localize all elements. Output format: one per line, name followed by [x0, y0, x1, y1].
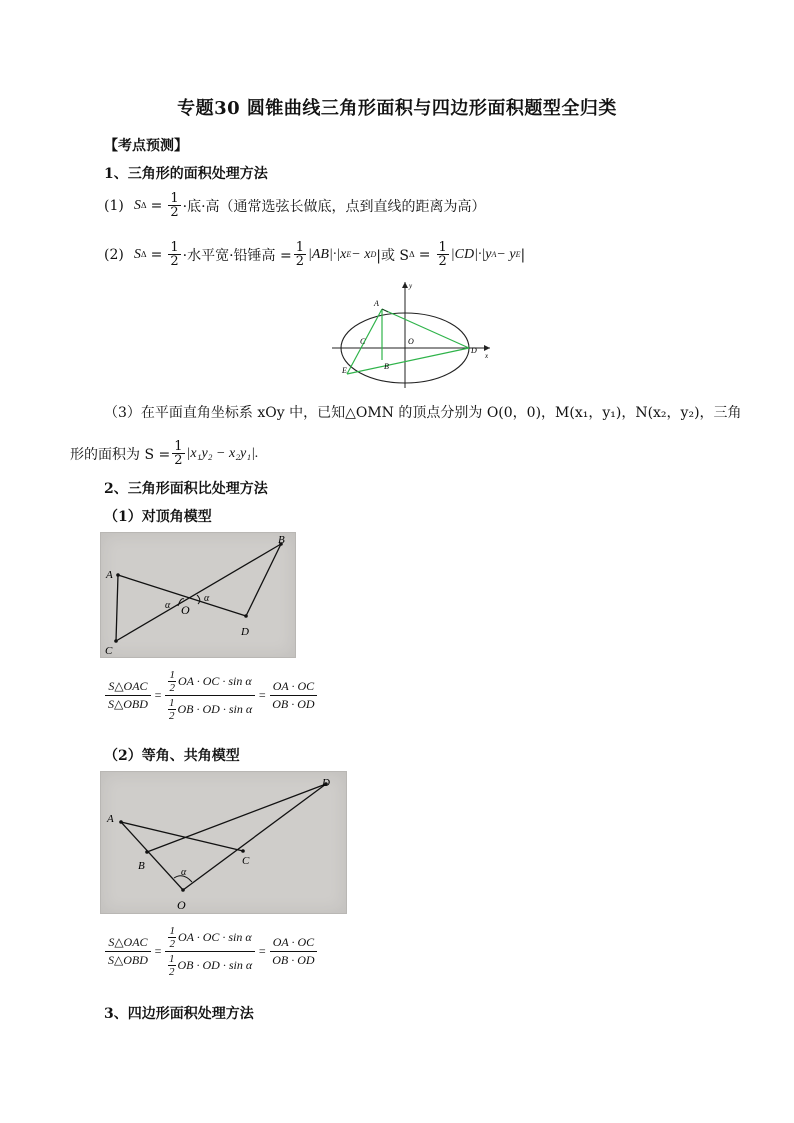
mid-num: OA · OC · sin α [177, 674, 252, 688]
ellipse-figure [330, 278, 495, 390]
sub-e2: E [515, 250, 521, 259]
method-1-num: (1) [104, 197, 124, 214]
page-title: 专题30 圆锥曲线三角形面积与四边形面积题型全归类 [177, 98, 617, 119]
tick-a [382, 309, 388, 312]
method-2-or-sub: Δ [409, 250, 415, 259]
label-alpha-left: α [165, 600, 171, 611]
method-2-end: | [520, 246, 526, 263]
method-1-eq: = [150, 197, 163, 214]
sub-a: A [491, 250, 497, 259]
method-2-lhs: S [133, 246, 141, 262]
half-n: 1 [169, 669, 175, 681]
half [168, 669, 176, 694]
label-d: D [241, 626, 249, 638]
frac-num: 1 [170, 191, 179, 206]
method-2-part2: |CD|·|y [450, 246, 492, 262]
frac-den: 2 [295, 254, 305, 269]
lhs-num: S△OAC [105, 678, 150, 696]
mid-den-wrap [165, 952, 255, 979]
method-1-lhs-sub: Δ [140, 201, 147, 210]
method-2-lhs-sub: Δ [140, 250, 147, 259]
method-2-num: (2) [104, 246, 124, 263]
lhs-num: S△OAC [105, 934, 150, 952]
method-1-line [104, 192, 486, 219]
label-a: A [107, 813, 114, 825]
label-y: y [409, 282, 413, 290]
half-n: 1 [169, 697, 175, 709]
method-2-line [104, 241, 525, 268]
vertical-angle-figure [100, 532, 296, 658]
method-3-half [172, 440, 184, 467]
item3-heading: 3、四边形面积处理方法 [104, 1006, 254, 1022]
frac-den: 2 [170, 254, 179, 269]
method-3-post: |x₁y₂ − x₂y₁|. [186, 445, 259, 461]
point-c [114, 639, 118, 643]
segment-ac [116, 575, 118, 641]
frac-num: 1 [295, 240, 305, 255]
lhs-den: S△OBD [108, 697, 148, 711]
method-2-half-a [168, 241, 180, 268]
lhs-fraction [105, 678, 151, 713]
method-2-eq2: = [418, 246, 431, 263]
frac-den: 2 [438, 254, 447, 269]
segment-ed [347, 348, 469, 374]
method-3-pre: 形的面积为 S = [70, 446, 171, 463]
item2-heading: 2、三角形面积比处理方法 [104, 481, 268, 497]
rhs-fraction [269, 934, 317, 969]
rhs-den: OB · OD [272, 953, 315, 967]
point-a [116, 573, 120, 577]
method-3-line1: （3）在平面直角坐标系 xOy 中，已知△OMN 的顶点分别为 O(0，0)，M(x₁，y₁)，N(x₂，y₂)，三角 [104, 405, 742, 421]
half-d: 2 [169, 710, 175, 722]
method-2-middle: ·水平宽·铅锤高 = [182, 247, 292, 264]
mid-fraction [165, 924, 255, 979]
method-2-eq: = [150, 246, 163, 263]
sub-e: E [346, 250, 352, 259]
label-d: D [471, 346, 477, 355]
label-e: E [342, 366, 347, 375]
label-c: C [242, 855, 250, 867]
label-x: x [485, 352, 489, 360]
label-alpha-right: α [204, 593, 210, 604]
sub2-heading: （2）等角、共角模型 [104, 748, 240, 764]
mid-num-wrap [165, 924, 254, 952]
label-b: B [384, 362, 389, 371]
rhs-den: OB · OD [272, 697, 315, 711]
rhs-num: OA · OC [270, 934, 317, 952]
half [168, 697, 176, 722]
label-d: D [322, 777, 330, 789]
point-a [119, 820, 123, 824]
half-n: 1 [169, 925, 175, 937]
half-d: 2 [169, 966, 175, 978]
eq-1: = [153, 688, 162, 702]
label-c: C [360, 337, 366, 346]
method-1-half [168, 192, 180, 219]
method-2-minus2: − y [496, 246, 516, 262]
eq-1: = [153, 944, 162, 958]
mid-den: OB · OD · sin α [177, 702, 253, 716]
mid-num: OA · OC · sin α [177, 930, 252, 944]
half [168, 925, 176, 950]
frac-num: 1 [438, 240, 447, 255]
angle-arc-right [197, 595, 200, 604]
lhs-fraction [105, 934, 151, 969]
segment-od [183, 784, 326, 890]
half-d: 2 [169, 682, 175, 694]
method-2-minus: − x [351, 246, 371, 262]
mid-den-wrap [165, 696, 255, 723]
half [168, 953, 176, 978]
label-a: A [374, 299, 379, 308]
label-c: C [105, 645, 113, 657]
point-b [145, 850, 149, 854]
half-n: 1 [169, 953, 175, 965]
eq-2: = [258, 944, 267, 958]
common-angle-figure [100, 771, 347, 914]
rhs-num: OA · OC [270, 678, 317, 696]
eq-2: = [258, 688, 267, 702]
label-alpha: α [181, 867, 187, 878]
item1-heading: 1、三角形的面积处理方法 [104, 166, 268, 182]
label-o: O [181, 603, 190, 617]
area-ratio-formula-1 [102, 668, 321, 723]
label-b: B [138, 860, 145, 872]
half-d: 2 [169, 938, 175, 950]
method-1-rest: ·底·高（通常选弦长做底，点到直线的距离为高） [182, 198, 486, 215]
sub1-heading: （1）对顶角模型 [104, 509, 212, 525]
frac-den: 2 [170, 205, 179, 220]
mid-num-wrap [165, 668, 254, 696]
segment-cb [116, 544, 281, 641]
section-label: 【考点预测】 [104, 138, 188, 154]
segment-ao [121, 822, 183, 890]
frac-den: 2 [174, 453, 183, 468]
mid-fraction [165, 668, 255, 723]
method-2-part1: |AB|·|x [308, 246, 347, 262]
label-a: A [106, 569, 113, 581]
frac-num: 1 [174, 439, 183, 454]
point-c [241, 849, 245, 853]
label-o: O [408, 337, 414, 346]
area-ratio-formula-2 [102, 924, 321, 979]
method-1-lhs: S [133, 197, 141, 213]
method-2-half-b [294, 241, 306, 268]
point-o [181, 888, 185, 892]
rhs-fraction [269, 678, 317, 713]
frac-num: 1 [170, 240, 179, 255]
point-d [244, 614, 248, 618]
sub-d: D [370, 250, 377, 259]
segment-ac [121, 822, 243, 851]
method-2-or: |或 S [376, 247, 409, 264]
method-3-line2 [70, 440, 258, 467]
label-o: O [177, 898, 186, 912]
segment-bd [147, 784, 326, 852]
y-axis-arrow-icon [402, 282, 408, 288]
mid-den: OB · OD · sin α [177, 958, 253, 972]
label-b: B [278, 534, 285, 546]
method-2-half-c [437, 241, 449, 268]
lhs-den: S△OBD [108, 953, 148, 967]
x-axis-arrow-icon [484, 345, 490, 351]
